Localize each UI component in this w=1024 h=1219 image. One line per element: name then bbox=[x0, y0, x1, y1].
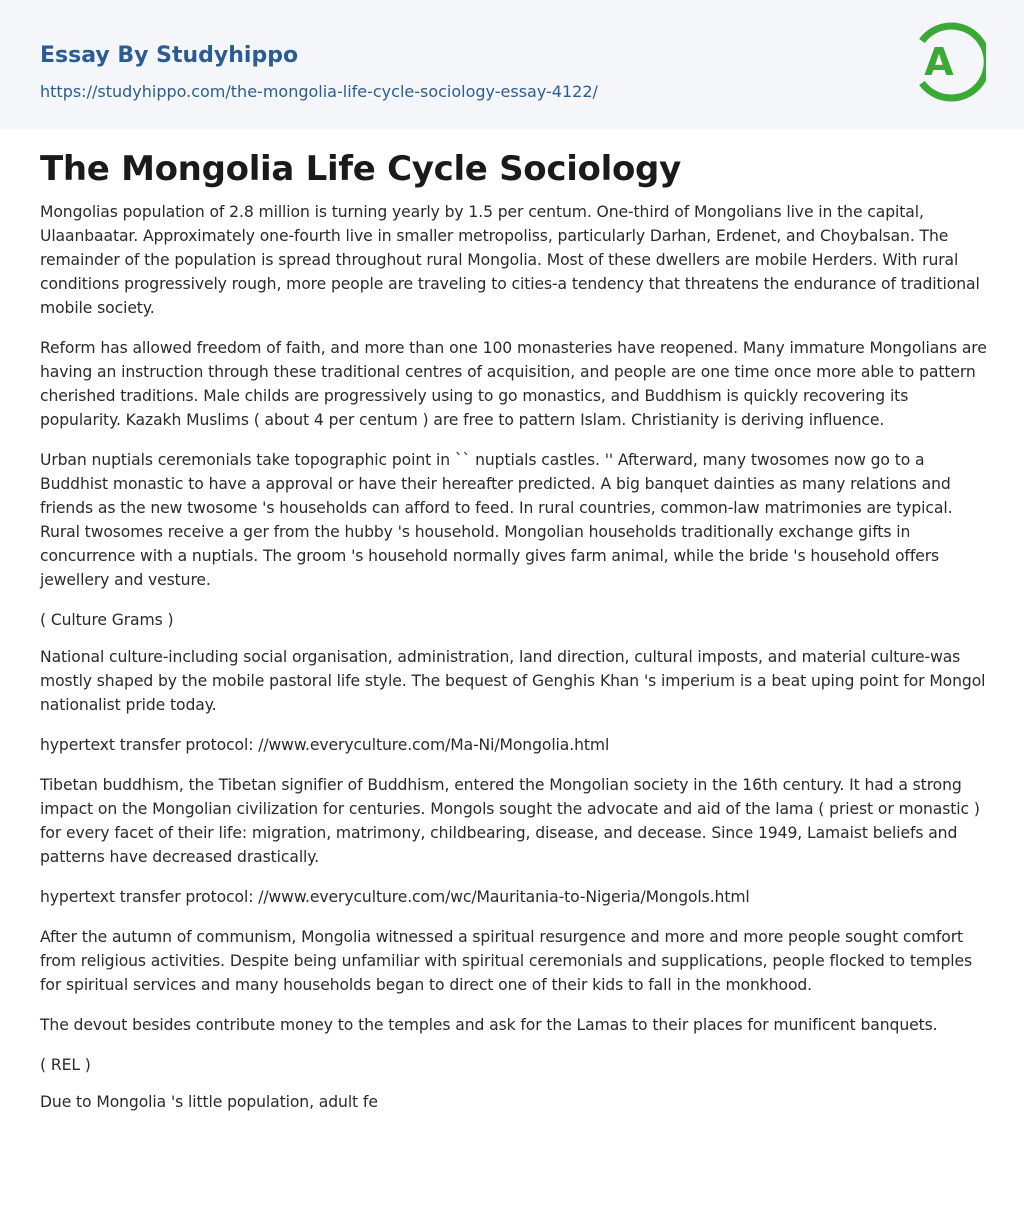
paragraph: National culture-including social organisation, administration, land direction, cultural imposts, and material culture-was mostly shaped by the mobile pastoral life style. The bequest of Genghis Khan 's imperium is a beat uping point for Mongol nationalist pride today. bbox=[40, 648, 986, 714]
essay-body bbox=[40, 200, 990, 1130]
paragraph: Reform has allowed freedom of faith, and more than one 100 monasteries have reopened. Many immature Mongolians are having an instruction through these traditional centres of acquisition, and people are one time once more able to pattern cherished traditions. Male childs are progressively using to go monastics, and Buddhism is quickly recovering its popularity. Kazakh Muslims ( about 4 per centum ) are free to pattern Islam. Christianity is deriving influence. bbox=[40, 339, 987, 429]
logo-letter: A bbox=[924, 40, 954, 84]
source-reference: hypertext transfer protocol: //www.everyculture.com/Ma-Ni/Mongolia.html bbox=[40, 736, 610, 754]
paragraph: Mongolias population of 2.8 million is turning yearly by 1.5 per centum. One-third of Mongolians live in the capital, Ulaanbaatar. Approximately one-fourth live in smaller metropoliss, particularly Darhan, Erdenet, and Choybalsan. The remainder of the population is spread throughout rural Mongolia. Most of these dwellers are mobile Herders. With rural conditions progressively rough, more people are traveling to cities-a tendency that threatens the endurance of traditional mobile society. bbox=[40, 203, 980, 317]
source-reference: hypertext transfer protocol: //www.everyculture.com/wc/Mauritania-to-Nigeria/Mongols.html bbox=[40, 888, 750, 906]
citation: ( REL ) bbox=[40, 1056, 91, 1074]
citation: ( Culture Grams ) bbox=[40, 611, 174, 629]
essay-url-link[interactable]: https://studyhippo.com/the-mongolia-life-cycle-sociology-essay-4122/ bbox=[40, 82, 598, 101]
studyhippo-logo-icon[interactable] bbox=[912, 19, 986, 105]
paragraph: The devout besides contribute money to the temples and ask for the Lamas to their places for munificent banquets. bbox=[40, 1016, 938, 1034]
paragraph: After the autumn of communism, Mongolia witnessed a spiritual resurgence and more and more people sought comfort from religious activities. Despite being unfamiliar with spiritual ceremonials and supplications, people flocked to temples for spiritual services and many households began to direct one of their kids to fall in the monkhood. bbox=[40, 928, 972, 994]
paragraph: Tibetan buddhism, the Tibetan signifier of Buddhism, entered the Mongolian society in the 16th century. It had a strong impact on the Mongolian civilization for centuries. Mongols sought the advocate and aid of the lama ( priest or monastic ) for every facet of their life: migration, matrimony, childbearing, disease, and decease. Since 1949, Lamaist beliefs and patterns have decreased drastically. bbox=[40, 776, 980, 866]
page-title: The Mongolia Life Cycle Sociology bbox=[40, 149, 681, 189]
paragraph: Urban nuptials ceremonials take topographic point in `` nuptials castles. '' Afterward, many twosomes now go to a Buddhist monastic to have a approval or have their hereafter predicted. A big banquet dainties as many relations and friends as the new twosome 's households can afford to feed. In rural countries, common-law matrimonies are typical. Rural twosomes receive a ger from the hubby 's household. Mongolian households traditionally exchange gifts in concurrence with a nuptials. The groom 's household normally gives farm animal, while the bride 's household offers jewellery and vesture. bbox=[40, 451, 953, 589]
site-brand[interactable]: Essay By Studyhippo bbox=[40, 43, 299, 68]
paragraph: Due to Mongolia 's little population, adult fe bbox=[40, 1093, 378, 1111]
site-header bbox=[0, 0, 1024, 129]
